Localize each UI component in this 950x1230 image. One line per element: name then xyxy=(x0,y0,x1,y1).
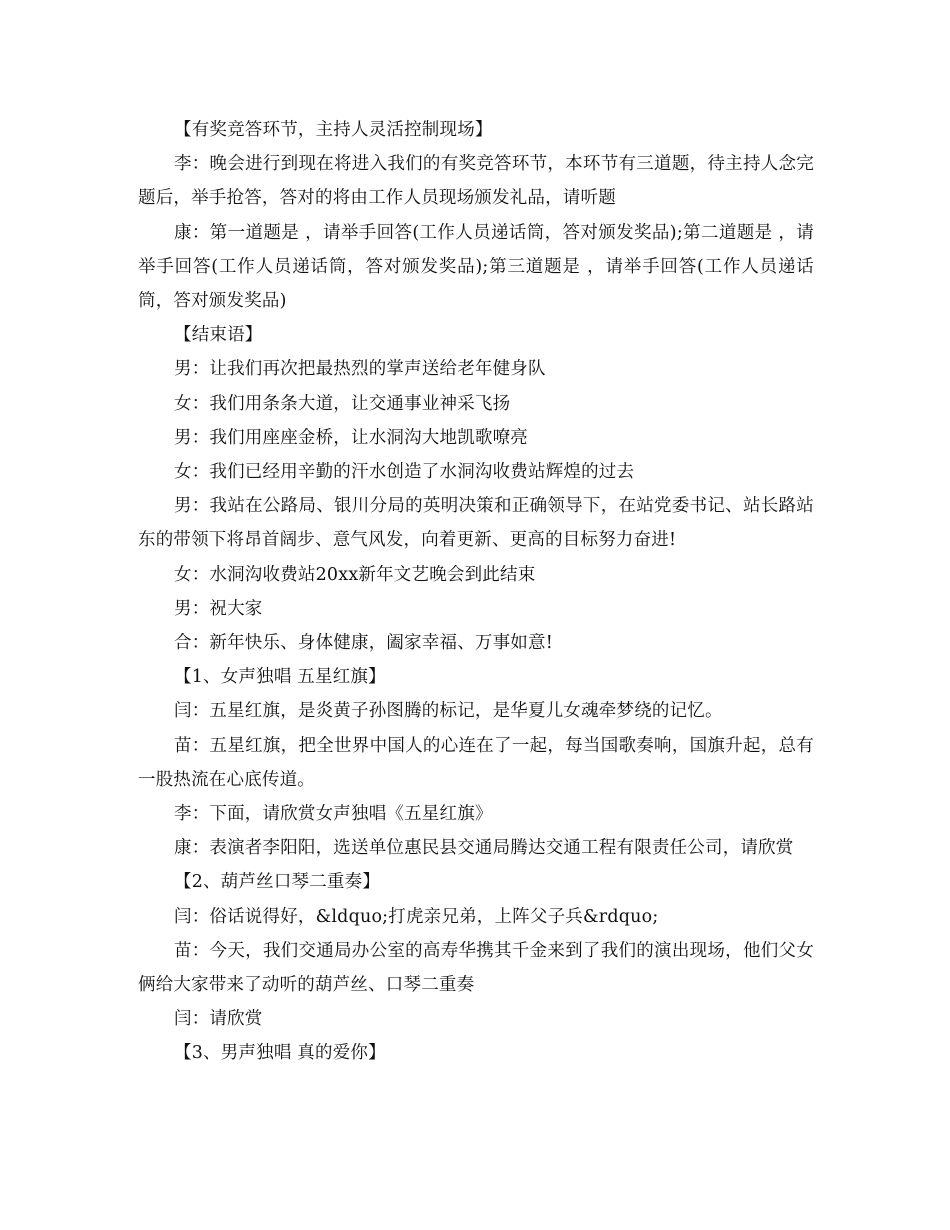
paragraph-kang-quiz-questions: 康：第一道题是 ，请举手回答(工作人员递话筒，答对颁发奖品);第二道题是 ，请举手回答(工作人员递话筒，答对颁发奖品);第三道题是 ，请举手回答(工作人员递话筒，答对颁发奖品) xyxy=(138,222,814,312)
paragraph-item2-1: 闫：俗话说得好，&ldquo;打虎亲兄弟，上阵父子兵&rdquo; xyxy=(174,906,659,927)
paragraph-closing-5: 男：我站在公路局、银川分局的英明决策和正确领导下，在站党委书记、站长路站东的带领下将昂首阔步、意气风发，向着更新、更高的目标努力奋进! xyxy=(138,496,814,551)
paragraph-closing-3: 男：我们用座座金桥，让水洞沟大地凯歌嘹亮 xyxy=(174,427,528,448)
section-heading-item-3: 【3、男声独唱 真的爱你】 xyxy=(174,1043,386,1064)
paragraph-item2-2: 苗：今天，我们交通局办公室的高寿华携其千金来到了我们的演出现场，他们父女俩给大家带来了动听的葫芦丝、口琴二重奏 xyxy=(138,940,814,996)
paragraph-closing-7: 男：祝大家 xyxy=(174,598,263,619)
paragraph-item1-4: 康：表演者李阳阳，选送单位惠民县交通局腾达交通工程有限责任公司，请欣赏 xyxy=(174,838,794,859)
paragraph-item2-3: 闫：请欣赏 xyxy=(174,1009,263,1030)
paragraph-closing-1: 男：让我们再次把最热烈的掌声送给老年健身队 xyxy=(174,359,546,380)
paragraph-closing-8: 合：新年快乐、身体健康，阖家幸福、万事如意! xyxy=(174,633,553,654)
document-body xyxy=(138,113,814,1071)
paragraph-li-quiz-intro: 李：晚会进行到现在将进入我们的有奖竞答环节，本环节有三道题，待主持人念完题后，举手抢答，答对的将由工作人员现场颁发礼品，请听题 xyxy=(138,154,814,209)
paragraph-item1-1: 闫：五星红旗，是炎黄子孙图腾的标记，是华夏儿女魂牵梦绕的记忆。 xyxy=(174,701,723,722)
paragraph-item1-2: 苗：五星红旗，把全世界中国人的心连在了一起，每当国歌奏响，国旗升起，总有一股热流在心底传道。 xyxy=(138,735,814,790)
section-heading-item-2: 【2、葫芦丝口琴二重奏】 xyxy=(174,872,381,893)
section-heading-item-1: 【1、女声独唱 五星红旗】 xyxy=(174,667,386,688)
paragraph-item1-3: 李：下面，请欣赏女声独唱《五星红旗》 xyxy=(174,804,493,825)
paragraph-closing-4: 女：我们已经用辛勤的汗水创造了水洞沟收费站辉煌的过去 xyxy=(174,462,635,483)
section-heading-quiz: 【有奖竞答环节，主持人灵活控制现场】 xyxy=(174,120,493,140)
section-heading-closing: 【结束语】 xyxy=(174,325,263,346)
paragraph-closing-2: 女：我们用条条大道，让交通事业神采飞扬 xyxy=(174,393,511,414)
paragraph-closing-6: 女：水洞沟收费站20xx新年文艺晚会到此结束 xyxy=(174,564,536,585)
